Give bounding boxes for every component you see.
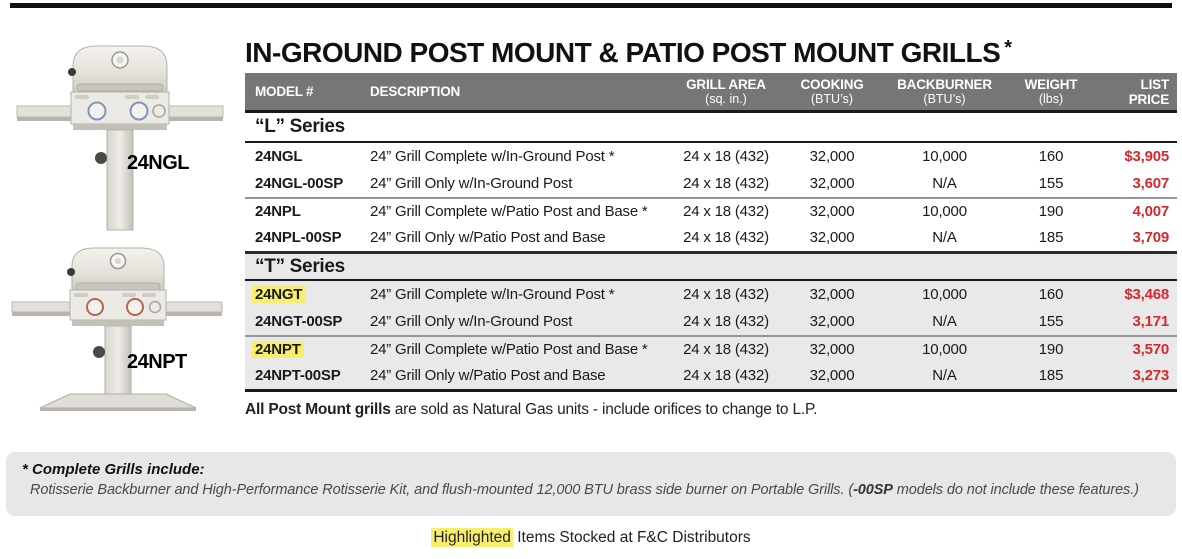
table-header-row <box>245 73 1177 113</box>
row-description: 24” Grill Only w/Patio Post and Base <box>370 229 606 246</box>
table-row-24npt-00sp <box>245 362 1177 389</box>
table-row-24npt <box>245 335 1177 362</box>
row-weight: 160 <box>1038 148 1064 165</box>
burner-knob-left <box>89 103 106 120</box>
title-asterisk: * <box>1004 37 1012 59</box>
row-grill-area: 24 x 18 (432) <box>683 229 769 246</box>
row-weight: 185 <box>1038 229 1064 246</box>
table-row-24ngl-00sp <box>245 170 1177 197</box>
burner-knob-right <box>131 103 148 120</box>
right-shelf <box>160 302 222 312</box>
row-description: 24” Grill Only w/Patio Post and Base <box>370 367 606 384</box>
row-grill-area: 24 x 18 (432) <box>683 367 769 384</box>
row-description: 24” Grill Only w/In-Ground Post <box>370 175 573 192</box>
row-backburner-btu: N/A <box>932 229 957 246</box>
grill-caption-24npt: 24NPT <box>127 351 187 373</box>
post-cap <box>95 152 107 164</box>
in-ground-post <box>107 130 133 230</box>
row-weight: 190 <box>1038 341 1064 358</box>
row-list-price: 3,273 <box>1132 367 1169 384</box>
model-number: 24NGL <box>255 148 303 165</box>
row-grill-area: 24 x 18 (432) <box>683 341 769 358</box>
top-rule <box>10 3 1172 8</box>
row-description: 24” Grill Complete w/In-Ground Post * <box>370 286 615 303</box>
row-weight: 185 <box>1038 367 1064 384</box>
grill-image-24ngl <box>15 32 225 234</box>
row-list-price: $3,905 <box>1124 148 1169 165</box>
row-grill-area: 24 x 18 (432) <box>683 286 769 303</box>
row-cooking-btu: 32,000 <box>809 367 855 384</box>
model-number: 24NGT <box>252 286 305 303</box>
natural-gas-note: All Post Mount grills are sold as Natural Gas units - include orifices to change to L.P. <box>245 401 818 418</box>
left-shelf <box>12 302 76 312</box>
header-weight: WEIGHT (lbs) <box>1024 77 1078 106</box>
row-weight: 160 <box>1038 286 1064 303</box>
burner-knob-right <box>127 299 143 315</box>
series-header-t: “T” Series <box>245 251 1177 281</box>
row-list-price: 3,607 <box>1132 175 1169 192</box>
grill-image-24npt <box>10 240 225 412</box>
row-weight: 190 <box>1038 203 1064 220</box>
row-cooking-btu: 32,000 <box>809 148 855 165</box>
header-backburner: BACKBURNER (BTU’s) <box>897 77 992 106</box>
highlight-legend-swatch: Highlighted <box>433 529 511 546</box>
series-header-l: “L” Series <box>245 113 1177 143</box>
row-cooking-btu: 32,000 <box>809 229 855 246</box>
row-cooking-btu: 32,000 <box>809 341 855 358</box>
table-row-24npl-00sp <box>245 224 1177 251</box>
row-cooking-btu: 32,000 <box>809 313 855 330</box>
post-cap <box>93 346 105 358</box>
row-list-price: 3,570 <box>1132 341 1169 358</box>
model-number: 24NGT-00SP <box>255 313 343 330</box>
header-description: DESCRIPTION <box>370 84 461 99</box>
row-backburner-btu: N/A <box>932 313 957 330</box>
table-row-24ngt-00sp <box>245 308 1177 335</box>
rotisserie-knob <box>68 68 76 76</box>
row-cooking-btu: 32,000 <box>809 203 855 220</box>
header-list-price: LIST PRICE <box>1128 76 1169 107</box>
row-grill-area: 24 x 18 (432) <box>683 203 769 220</box>
note-body: Rotisserie Backburner and High-Performance Rotisserie Kit, and flush-mounted 12,000 BTU brass side burner on Portable Grills. (-00SP models do not include these features.) <box>30 482 1139 498</box>
row-cooking-btu: 32,000 <box>809 175 855 192</box>
complete-grills-note-box <box>6 452 1176 516</box>
left-shelf <box>17 106 79 117</box>
row-description: 24” Grill Complete w/In-Ground Post * <box>370 148 615 165</box>
hood-handle <box>76 283 160 290</box>
table-row-24ngt <box>245 281 1177 308</box>
pedestal-base <box>40 394 196 408</box>
row-list-price: 4,007 <box>1132 203 1169 220</box>
row-description: 24” Grill Only w/In-Ground Post <box>370 313 573 330</box>
table-row-24ngl <box>245 143 1177 170</box>
row-list-price: 3,171 <box>1132 313 1169 330</box>
row-list-price: 3,709 <box>1132 229 1169 246</box>
table-bottom-rule <box>245 389 1177 392</box>
burner-knob-left <box>87 299 103 315</box>
row-backburner-btu: N/A <box>932 175 957 192</box>
page-title: IN-GROUND POST MOUNT & PATIO POST MOUNT GRILLS * <box>245 37 1012 68</box>
header-model: MODEL # <box>255 84 314 99</box>
rotisserie-knob <box>67 268 75 276</box>
right-shelf <box>161 106 223 117</box>
row-grill-area: 24 x 18 (432) <box>683 313 769 330</box>
model-number: 24NGL-00SP <box>255 175 344 192</box>
model-number: 24NPL <box>255 203 301 220</box>
hood-handle <box>77 84 163 91</box>
row-weight: 155 <box>1038 313 1064 330</box>
header-grill-area: GRILL AREA (sq. in.) <box>686 77 766 106</box>
row-list-price: $3,468 <box>1124 286 1169 303</box>
price-table-section <box>245 30 1177 419</box>
table-row-24npl <box>245 197 1177 224</box>
row-description: 24” Grill Complete w/Patio Post and Base * <box>370 341 648 358</box>
row-backburner-btu: 10,000 <box>922 341 967 358</box>
model-number: 24NPT <box>252 341 304 358</box>
row-grill-area: 24 x 18 (432) <box>683 148 769 165</box>
product-images-panel <box>0 28 240 448</box>
row-backburner-btu: N/A <box>932 367 957 384</box>
row-backburner-btu: 10,000 <box>922 286 967 303</box>
model-number: 24NPT-00SP <box>255 367 341 384</box>
row-backburner-btu: 10,000 <box>922 203 967 220</box>
highlighted-items-footer: Highlighted Items Stocked at F&C Distributors <box>433 529 751 546</box>
row-backburner-btu: 10,000 <box>922 148 967 165</box>
row-weight: 155 <box>1038 175 1064 192</box>
row-grill-area: 24 x 18 (432) <box>683 175 769 192</box>
row-description: 24” Grill Complete w/Patio Post and Base * <box>370 203 648 220</box>
note-heading: * Complete Grills include: <box>22 461 205 478</box>
model-number: 24NPL-00SP <box>255 229 342 246</box>
grill-caption-24ngl: 24NGL <box>127 152 189 174</box>
header-cooking: COOKING (BTU’s) <box>800 77 864 106</box>
row-cooking-btu: 32,000 <box>809 286 855 303</box>
